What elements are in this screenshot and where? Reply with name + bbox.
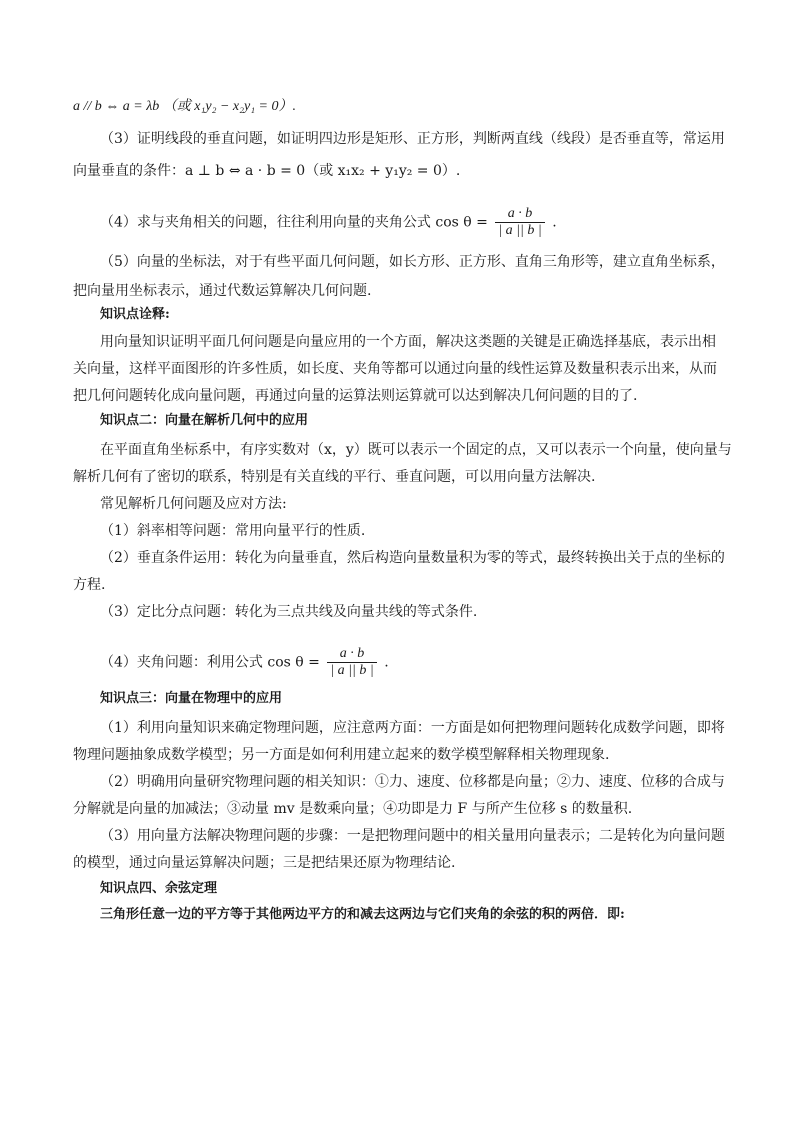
common-problems-heading: 常见解析几何问题及应对方法: — [100, 496, 287, 512]
section-note-heading: 知识点诠释: — [100, 307, 170, 322]
method-item-3: （3）定比分点问题：转化为三点共线及向量共线的等式条件. — [100, 604, 478, 620]
note-paragraph-2: 关向量，这样平面图形的许多性质，如长度、夹角等都可以通过向量的线性运算及数量积表示出来，从而 — [73, 361, 717, 377]
section-heading-4: 知识点四、余弦定理 — [100, 881, 218, 896]
method-4-suffix: . — [384, 654, 389, 671]
method-4-prefix: （4）夹角问题：利用公式 cos θ = — [100, 654, 320, 671]
fraction-denominator: | a || b | — [498, 223, 542, 238]
method-item-2-cont: 方程. — [73, 577, 106, 593]
method-item-2: （2）垂直条件运用：转化为向量垂直，然后构造向量数量积为零的等式，最终转换出关于点的坐标的 — [100, 550, 725, 566]
section-heading-2: 知识点二：向量在解析几何中的应用 — [100, 413, 309, 428]
angle-fraction-2 — [327, 646, 376, 679]
paragraph-coordinate-1: （5）向量的坐标法，对于有些平面几何问题，如长方形、正方形、直角三角形等，建立直角坐标系， — [100, 254, 725, 270]
fraction-denominator-2: | a || b | — [330, 663, 374, 678]
section-heading-3: 知识点三：向量在物理中的应用 — [100, 691, 283, 706]
vector-parallel-condition: a // b ⇔ a = λb （或 x₁y₂ − x₂y₁ = 0）. — [73, 99, 297, 114]
physics-paragraph-2-cont: 分解就是向量的加减法；③动量 mv 是数乘向量；④功即是力 F 与所产生位移 s 的数量积. — [73, 801, 633, 817]
note-paragraph-1: 用向量知识证明平面几何问题是向量应用的一个方面，解决这类题的关键是正确选择基底，表示出相 — [100, 334, 716, 350]
physics-paragraph-2: （2）明确用向量研究物理问题的相关知识：①力、速度、位移都是向量；②力、速度、位移的合成与 — [100, 774, 725, 790]
physics-paragraph-3: （3）用向量方法解决物理问题的步骤：一是把物理问题中的相关量用向量表示；二是转化为向量问题 — [100, 828, 725, 844]
method-item-4 — [100, 646, 760, 679]
angle-formula-suffix: . — [552, 214, 557, 231]
fraction-numerator: a · b — [495, 206, 544, 223]
angle-formula-prefix: （4）求与夹角相关的问题，往往利用向量的夹角公式 cos θ = — [100, 214, 488, 231]
analytic-paragraph-2: 解析几何有了密切的联系，特别是有关直线的平行、垂直问题，可以用向量方法解决. — [73, 469, 596, 485]
method-item-1: （1）斜率相等问题：常用向量平行的性质. — [100, 523, 366, 539]
paragraph-perpendicular-2: 向量垂直的条件：a ⊥ b ⇔ a · b = 0（或 x₁x₂ + y₁y₂ = 0）. — [73, 163, 461, 179]
physics-paragraph-1: （1）利用向量知识来确定物理问题，应注意两方面：一方面是如何把物理问题转化成数学问题，即将 — [100, 720, 725, 736]
physics-paragraph-1-cont: 物理问题抽象成数学模型；另一方面是如何利用建立起来的数学模型解释相关物理现象. — [73, 747, 610, 763]
physics-paragraph-3-cont: 的模型，通过向量运算解决问题；三是把结果还原为物理结论. — [73, 855, 456, 871]
note-paragraph-3: 把几何问题转化成向量问题，再通过向量的运算法则运算就可以达到解决几何问题的目的了. — [73, 388, 638, 404]
analytic-paragraph-1: 在平面直角坐标系中，有序实数对（x，y）既可以表示一个固定的点，又可以表示一个向量，使向量与 — [100, 442, 732, 458]
paragraph-angle-formula — [100, 206, 760, 239]
cosine-law-statement: 三角形任意一边的平方等于其他两边平方的和减去这两边与它们夹角的余弦的积的两倍．即: — [100, 907, 625, 922]
paragraph-perpendicular-1: （3）证明线段的垂直问题，如证明四边形是矩形、正方形，判断两直线（线段）是否垂直等，常运用 — [100, 131, 725, 147]
angle-fraction — [495, 206, 544, 239]
paragraph-coordinate-2: 把向量用坐标表示，通过代数运算解决几何问题. — [73, 283, 372, 299]
fraction-numerator-2: a · b — [327, 646, 376, 663]
